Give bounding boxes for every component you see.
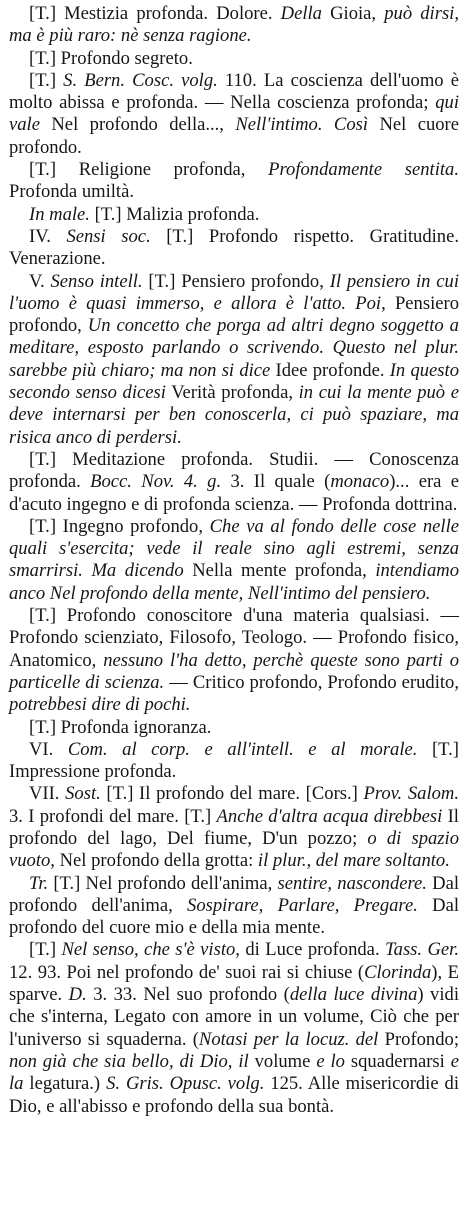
italic-text: Clorinda <box>364 961 432 983</box>
italic-text: Sospirare, Parlare, Pregare. <box>187 894 418 916</box>
italic-text: S. Gris. Opusc. volg. <box>106 1073 265 1095</box>
roman-text: [T.] Ingegno profondo, <box>29 515 210 537</box>
roman-text: [T.] Nel profondo dell'anima, <box>48 872 278 894</box>
entry-paragraph <box>9 159 464 204</box>
roman-text: Nel profondo della grotta: <box>54 850 258 872</box>
entry-paragraph <box>9 738 464 784</box>
italic-text: non già che sia bello, di Dio, il <box>9 1050 249 1072</box>
italic-text: Notasi per la locuz. del <box>198 1028 379 1050</box>
roman-text: [T.] Impressione profonda. <box>9 738 464 783</box>
entry-paragraph <box>9 783 464 872</box>
italic-text: Anche d'altra acqua direbbesi <box>216 805 443 827</box>
italic-text: Nel senso, che s'è visto, <box>61 939 240 961</box>
roman-text: [T.] Meditazione profonda. Studii. — Conoscenza profonda. <box>9 448 464 493</box>
italic-text: potrebbesi dire di pochi. <box>9 694 191 716</box>
italic-text: Un concetto che porga ad altri degno soggetto a meditare, esposto parlando o scrivendo. Questo nel plur. sarebbe più chiaro; ma non si dice <box>9 315 464 381</box>
roman-text: legatura.) <box>23 1073 107 1095</box>
italic-text: Che va al fondo delle cose nelle quali s'esercita; vede il reale sino agli estremi, senza smarrirsi. Ma dicendo <box>9 515 464 582</box>
italic-text: Senso intell. <box>50 270 143 292</box>
entry-paragraph <box>9 605 464 716</box>
roman-text: 3. Il quale ( <box>221 471 331 493</box>
roman-text: 125. Alle misericordie di Dio, e all'abisso e profondo della sua bontà. <box>9 1073 464 1117</box>
roman-text: ), E sparve. <box>9 961 464 1006</box>
roman-text: 3. 33. Nel suo profondo ( <box>86 984 290 1006</box>
italic-text: qui vale <box>9 92 464 136</box>
roman-text: Profonda umiltà. <box>9 159 464 203</box>
italic-text: intendiamo anco Nel profondo della mente, Nell'intimo del pensiero. <box>9 560 464 604</box>
italic-text: Bocc. Nov. 4. g. <box>90 471 222 493</box>
italic-text: in cui la mente può e deve internarsi per ben conoscerla, ci può spaziare, ma risica anco di perdersi. <box>9 382 464 448</box>
roman-text: [T.] Profondo conoscitore d'una materia qualsiasi. — Profondo scienziato, Filosofo, Teologo. — Profondo fisico, Anatomico, <box>9 605 464 671</box>
dictionary-entry-profondo <box>9 3 464 1118</box>
entry-paragraph <box>9 225 464 271</box>
roman-text: [T.] Profondo rispetto. Gratitudine. Venerazione. <box>9 225 464 270</box>
roman-text: IV. <box>29 225 67 247</box>
italic-text: può dirsi, ma è più raro: nè senza ragione. <box>9 3 464 47</box>
italic-text: S. Bern. Cosc. volg. <box>63 69 218 91</box>
entry-paragraph <box>9 448 464 516</box>
italic-text: In questo secondo senso dicesi <box>9 359 464 404</box>
roman-text: [T.] Profondo segreto. <box>29 47 193 69</box>
entry-paragraph <box>9 939 464 1117</box>
roman-text: volume <box>248 1050 317 1072</box>
entry-paragraph <box>9 717 459 739</box>
italic-text: Tass. Ger. <box>385 939 459 961</box>
roman-text: Dal profondo dell'anima, <box>9 872 464 916</box>
italic-text: Nell'intimo. Così <box>235 114 369 136</box>
italic-text: In male. <box>29 203 90 225</box>
entry-paragraph <box>9 3 464 48</box>
roman-text: [T.] <box>29 939 62 961</box>
roman-text: squadernarsi <box>344 1050 451 1072</box>
entry-paragraph <box>9 69 464 159</box>
entry-paragraph <box>9 270 464 449</box>
roman-text: Nel cuore profondo. <box>9 114 464 158</box>
roman-text: 3. I profondi del mare. [T.] <box>9 783 464 827</box>
roman-text: [T.] Mestizia profonda. Dolore. <box>29 3 281 24</box>
roman-text: Nella mente profonda, <box>183 560 376 582</box>
roman-text: 110. La coscienza dell'uomo è molto abissa e profonda. — Nella coscienza profonda; <box>9 69 464 114</box>
roman-text: Verità profonda, <box>165 382 299 404</box>
italic-text: monaco <box>330 471 390 493</box>
roman-text: Pensiero profondo, <box>9 292 464 337</box>
roman-text: di Luce profonda. <box>239 939 386 961</box>
entry-paragraph <box>9 204 459 226</box>
italic-text: Sensi soc. <box>66 225 151 247</box>
entry-paragraph <box>9 872 464 940</box>
roman-text: [T.] Pensiero profondo, <box>142 270 330 292</box>
italic-text: il plur., del mare soltanto. <box>257 850 450 872</box>
roman-text: Idee profonde. <box>270 359 390 381</box>
italic-text: e la <box>9 1050 464 1095</box>
roman-text: Il profondo del lago, Del fiume, D'un pozzo; <box>9 805 464 849</box>
italic-text: Prov. Salom. <box>363 783 459 805</box>
entry-paragraph <box>9 48 459 70</box>
italic-text: Sost. <box>65 783 101 805</box>
italic-text: e lo <box>316 1050 345 1072</box>
italic-text: Della <box>280 3 322 24</box>
roman-text: [T.] <box>29 69 64 91</box>
entry-paragraph <box>9 515 464 605</box>
roman-text: Nel profondo della..., <box>39 114 236 136</box>
italic-text: o di spazio vuoto, <box>9 827 464 872</box>
roman-text: [T.] Malizia profonda. <box>89 203 260 225</box>
roman-text: Profondo; <box>378 1028 464 1050</box>
italic-text: della luce divina <box>289 984 418 1006</box>
roman-text: Dal profondo del cuore mio e della mia mente. <box>9 894 464 939</box>
roman-text: 12. 93. Poi nel profondo de' suoi rai si chiuse ( <box>9 939 464 983</box>
roman-text: [T.] Religione profonda, <box>29 159 269 181</box>
roman-text: — Critico profondo, Profondo erudito, <box>164 671 464 693</box>
italic-text: Com. al corp. e all'intell. e al morale. <box>67 738 418 760</box>
roman-text: VII. <box>29 783 66 805</box>
roman-text: Gioia, <box>321 3 385 24</box>
roman-text: [T.] Il profondo del mare. [Cors.] <box>100 783 364 805</box>
roman-text: VI. <box>29 738 68 760</box>
roman-text: ) vidi che s'interna, Legato con amore in un volume, Ciò che per l'universo si squaderna. ( <box>9 984 464 1050</box>
italic-text: Il pensiero in cui l'uomo è quasi immerso, e allora è l'atto. Poi, <box>9 270 464 314</box>
roman-text: )... era e d'acuto ingegno e di profonda scienza. — Profonda dottrina. <box>9 471 464 515</box>
italic-text: Tr. <box>29 872 49 894</box>
italic-text: nessuno l'ha detto, perchè queste sono parti o particelle di scienza. <box>9 649 464 693</box>
italic-text: D. <box>68 984 87 1006</box>
italic-text: Profondamente sentita. <box>268 159 460 181</box>
roman-text: V. <box>29 270 51 292</box>
italic-text: sentire, nascondere. <box>277 872 427 894</box>
roman-text: [T.] Profonda ignoranza. <box>29 716 212 738</box>
